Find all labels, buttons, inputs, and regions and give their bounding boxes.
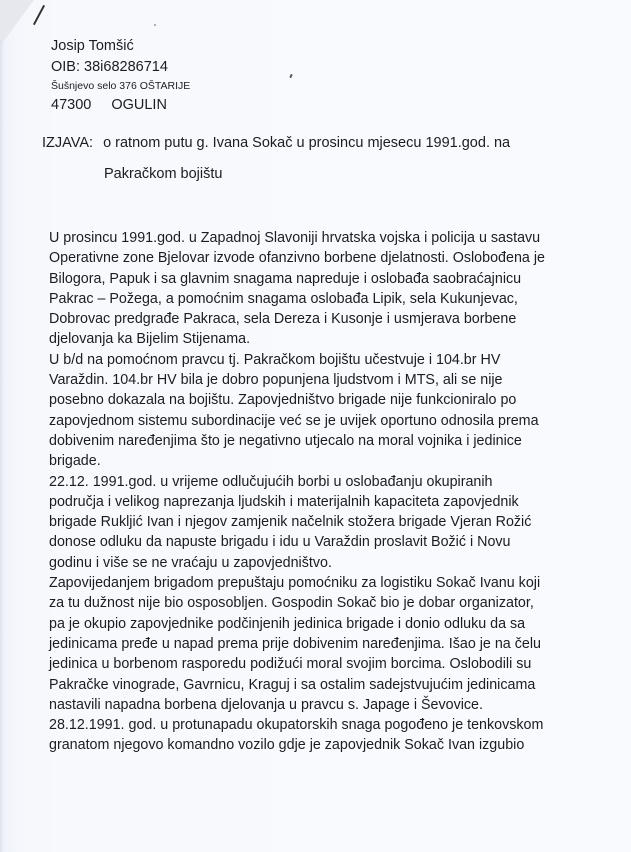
- body-text-line: posebno dokazala na bojištu. Zapovjedništvo brigade nije funkcioniralo po: [49, 392, 517, 409]
- body-text-line: pa je okupio zapovjednike podčinjenih jedinica brigade i donio odluku da sa: [49, 615, 526, 632]
- body-text-line: nastavili napadna borbena djelovanja u pravcu s. Japage i Ševovice.: [49, 696, 483, 713]
- body-text-line: brigade Rukljić Ivan i njegov zamjenik načelnik stožera brigade Vjeran Rožić: [49, 514, 532, 531]
- handwritten-slash-mark: [33, 5, 45, 25]
- body-text-line: 28.12.1991. god. u protunapadu okupatorskih snaga pogođeno je tenkovskom: [49, 717, 544, 734]
- statement-subject: [42, 133, 510, 153]
- body-text-line: Zapovijedanjem brigadom prepuštaju pomoćniku za logistiku Sokač Ivanu koji: [49, 575, 541, 592]
- body-text-line: Operativne zone Bjelovar izvode ofanzivno borbene djelatnosti. Oslobođena je: [49, 250, 545, 267]
- subject-text-line-2: Pakračkom bojištu: [104, 166, 223, 182]
- body-text-line: područja i velikog naprezanja ljudskih i materijalnih kapaciteta zapovjednik: [49, 493, 519, 510]
- body-text-line: dobivenim naređenjima što je negativno utjecalo na moral vojnika i jedinice: [49, 432, 522, 449]
- sender-city: OGULIN: [111, 97, 167, 113]
- body-text-line: jedinicama pređe u napad prema prije dobivenim naređenjima. Išao je na čelu: [49, 635, 541, 652]
- body-text-line: djelovanja ka Bijelim Stijenama.: [49, 331, 251, 348]
- body-text-line: godinu i više se ne vraćaju u zapovjedništvo.: [49, 554, 332, 571]
- sender-name: Josip Tomšić: [51, 38, 134, 54]
- body-text-line: Pakrac – Požega, a pomoćnim snagama oslobađa Lipik, sela Kukunjevac,: [49, 290, 518, 307]
- body-text-line: Bilogora, Papuk i sa glavnim snagama napreduje i oslobađa saobraćajnicu: [49, 270, 522, 287]
- sender-address: Šušnjevo selo 376 OŠTARIJE: [51, 80, 191, 92]
- body-text-line: Varaždin. 104.br HV bila je dobro popunjena ljudstvom i MTS, ali se nije: [49, 372, 503, 389]
- body-text-line: za tu dužnost nije bio osposobljen. Gospodin Sokač bio je dobar organizator,: [49, 595, 534, 612]
- page-corner-fold: [0, 0, 34, 46]
- body-text-line: U prosincu 1991.god. u Zapadnoj Slavoniji hrvatska vojska i policija u sastavu: [49, 230, 541, 246]
- sender-city-line: [51, 95, 190, 116]
- body-text-line: 22.12. 1991.god. u vrijeme odlučujućih borbi u oslobađanju okupiranih: [49, 473, 493, 490]
- body-text-line: zapovjednom sistemu subordinacije već se je uvijek oportuno odnosila prema: [49, 412, 539, 429]
- statement-body: [49, 228, 624, 756]
- subject-label: IZJAVA:: [42, 135, 94, 151]
- sender-oib: OIB: 38i68286714: [51, 59, 168, 75]
- body-text-line: granatom njegovo komandno vozilo gdje je zapovjednik Sokač Ivan izgubio: [49, 737, 525, 754]
- body-text-line: donose odluku da napuste brigadu i idu u Varaždin proslavit Božić i Novu: [49, 534, 511, 551]
- body-text-line: U b/d na pomoćnom pravcu tj. Pakračkom bojištu učestvuje i 104.br HV: [49, 351, 501, 368]
- sender-block: [51, 36, 190, 116]
- page-edge-shadow: [0, 40, 4, 852]
- body-text-line: jedinica u borbenom rasporedu podižući moral svojim borcima. Oslobodili su: [49, 656, 532, 673]
- subject-text-line-1: o ratnom putu g. Ivana Sokač u prosincu mjesecu 1991.god. na: [103, 135, 511, 151]
- body-text-line: Pakračke vinograde, Gavrnicu, Kraguj i sa ostalim sadejstvujućim jedinicama: [49, 676, 536, 693]
- scan-speck: [154, 24, 156, 26]
- sender-postal-code: 47300: [51, 97, 92, 113]
- scan-speck: [289, 74, 293, 78]
- body-text-line: Dobrovac predgrađe Pakraca, sela Dereza i Kusonje i usmjerava borbene: [49, 311, 517, 328]
- body-text-line: brigade.: [49, 453, 101, 470]
